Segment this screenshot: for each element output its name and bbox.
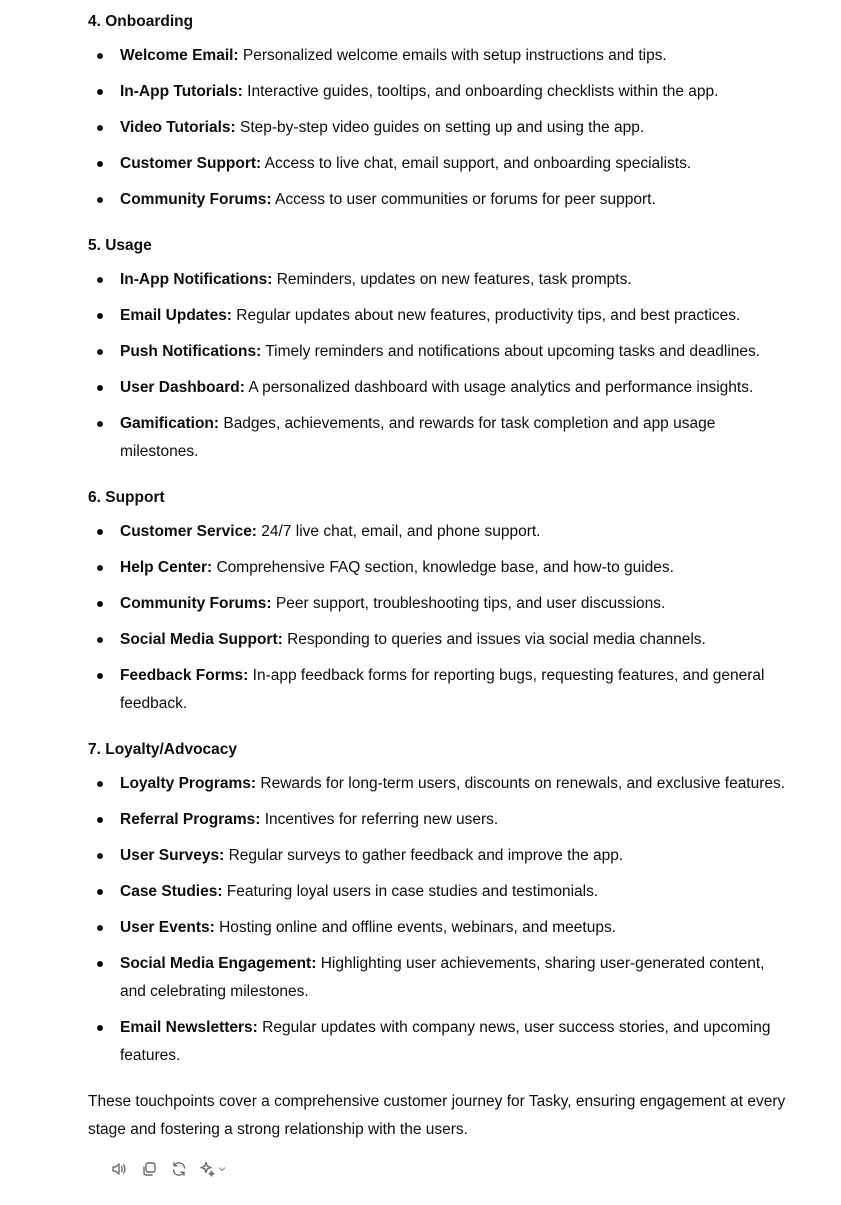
list-item — [88, 266, 788, 294]
list-item — [88, 338, 788, 366]
item-term: User Dashboard: — [120, 379, 245, 396]
bullet-icon — [97, 637, 103, 643]
list-item — [88, 78, 788, 106]
item-term: Help Center: — [120, 559, 213, 576]
list-item — [88, 950, 788, 1006]
bullet-icon — [97, 853, 103, 859]
bullet-icon — [97, 601, 103, 607]
regenerate-icon — [170, 1160, 188, 1178]
item-term: Case Studies: — [120, 883, 223, 900]
bullet-icon — [97, 565, 103, 571]
bullet-icon — [97, 161, 103, 167]
list-item — [88, 186, 788, 214]
chevron-down-icon — [217, 1164, 227, 1174]
section-heading-usage: 5. Usage — [88, 237, 152, 254]
item-term: Customer Service: — [120, 523, 257, 540]
message-action-bar — [108, 1158, 227, 1180]
item-term: Email Newsletters: — [120, 1019, 258, 1036]
item-term: Push Notifications: — [120, 343, 262, 360]
bullet-icon — [97, 421, 103, 427]
item-description: Personalized welcome emails with setup instructions and tips. — [238, 47, 667, 64]
item-description: Interactive guides, tooltips, and onboarding checklists within the app. — [242, 83, 719, 100]
item-description: A personalized dashboard with usage analytics and performance insights. — [244, 379, 754, 396]
model-switch-button[interactable] — [198, 1160, 227, 1178]
item-description: 24/7 live chat, email, and phone support. — [256, 523, 541, 540]
support-list — [88, 518, 788, 718]
list-item — [88, 114, 788, 142]
section-heading-loyalty-advocacy: 7. Loyalty/Advocacy — [88, 741, 238, 758]
item-term: Feedback Forms: — [120, 667, 249, 684]
item-description: In-app feedback forms for reporting bugs, requesting features, and general feedback. — [120, 667, 765, 712]
item-term: Video Tutorials: — [120, 119, 236, 136]
onboarding-list — [88, 42, 788, 214]
bullet-icon — [97, 889, 103, 895]
item-description: Hosting online and offline events, webinars, and meetups. — [214, 919, 617, 936]
list-item — [88, 42, 788, 70]
list-item — [88, 590, 788, 618]
read-aloud-button[interactable] — [108, 1158, 130, 1180]
bullet-icon — [97, 125, 103, 131]
bullet-icon — [97, 313, 103, 319]
item-description: Regular updates about new features, productivity tips, and best practices. — [231, 307, 741, 324]
item-description: Responding to queries and issues via social media channels. — [282, 631, 706, 648]
item-term: Email Updates: — [120, 307, 232, 324]
item-term: Gamification: — [120, 415, 220, 432]
item-description: Peer support, troubleshooting tips, and user discussions. — [271, 595, 666, 612]
list-item — [88, 374, 788, 402]
speaker-icon — [110, 1160, 128, 1178]
regenerate-button[interactable] — [168, 1158, 190, 1180]
bullet-icon — [97, 277, 103, 283]
conclusion-paragraph: These touchpoints cover a comprehensive customer journey for Tasky, ensuring engagement at every stage and fostering a strong relationship with the users. — [88, 1093, 786, 1138]
bullet-icon — [97, 89, 103, 95]
list-item — [88, 554, 788, 582]
item-term: In-App Notifications: — [120, 271, 273, 288]
list-item — [88, 878, 788, 906]
item-description: Regular updates with company news, user success stories, and upcoming features. — [120, 1019, 771, 1064]
list-item — [88, 302, 788, 330]
bullet-icon — [97, 1025, 103, 1031]
item-description: Badges, achievements, and rewards for task completion and app usage milestones. — [120, 415, 716, 460]
assistant-message — [88, 8, 788, 1144]
item-term: In-App Tutorials: — [120, 83, 243, 100]
item-term: Referral Programs: — [120, 811, 261, 828]
list-item — [88, 1014, 788, 1070]
section-heading-support: 6. Support — [88, 489, 165, 506]
item-term: User Events: — [120, 919, 215, 936]
copy-icon — [140, 1160, 158, 1178]
bullet-icon — [97, 817, 103, 823]
item-term: Community Forums: — [120, 595, 272, 612]
item-term: Social Media Engagement: — [120, 955, 317, 972]
item-term: Customer Support: — [120, 155, 262, 172]
item-description: Featuring loyal users in case studies and testimonials. — [222, 883, 599, 900]
item-term: Community Forums: — [120, 191, 272, 208]
item-description: Step-by-step video guides on setting up and using the app. — [235, 119, 645, 136]
item-description: Access to user communities or forums for peer support. — [271, 191, 656, 208]
list-item — [88, 410, 788, 466]
item-description: Access to live chat, email support, and onboarding specialists. — [261, 155, 692, 172]
section-heading-onboarding: 4. Onboarding — [88, 13, 194, 30]
item-description: Comprehensive FAQ section, knowledge base, and how-to guides. — [212, 559, 674, 576]
bullet-icon — [97, 53, 103, 59]
bullet-icon — [97, 673, 103, 679]
list-item — [88, 914, 788, 942]
loyalty-list — [88, 770, 788, 1070]
bullet-icon — [97, 349, 103, 355]
item-term: Loyalty Programs: — [120, 775, 257, 792]
list-item — [88, 662, 788, 718]
list-item — [88, 626, 788, 654]
list-item — [88, 806, 788, 834]
item-description: Incentives for referring new users. — [260, 811, 499, 828]
item-description: Timely reminders and notifications about upcoming tasks and deadlines. — [261, 343, 761, 360]
list-item — [88, 150, 788, 178]
list-item — [88, 770, 788, 798]
item-description: Highlighting user achievements, sharing user-generated content, and celebrating milestones. — [120, 955, 765, 1000]
item-description: Reminders, updates on new features, task prompts. — [272, 271, 632, 288]
usage-list — [88, 266, 788, 466]
item-term: Social Media Support: — [120, 631, 283, 648]
item-term: Welcome Email: — [120, 47, 239, 64]
bullet-icon — [97, 781, 103, 787]
list-item — [88, 842, 788, 870]
list-item — [88, 518, 788, 546]
item-term: User Surveys: — [120, 847, 225, 864]
item-description: Rewards for long-term users, discounts on renewals, and exclusive features. — [256, 775, 786, 792]
bullet-icon — [97, 385, 103, 391]
sparkle-icon — [198, 1160, 216, 1178]
item-description: Regular surveys to gather feedback and improve the app. — [224, 847, 624, 864]
bullet-icon — [97, 925, 103, 931]
copy-button[interactable] — [138, 1158, 160, 1180]
bullet-icon — [97, 197, 103, 203]
bullet-icon — [97, 529, 103, 535]
bullet-icon — [97, 961, 103, 967]
